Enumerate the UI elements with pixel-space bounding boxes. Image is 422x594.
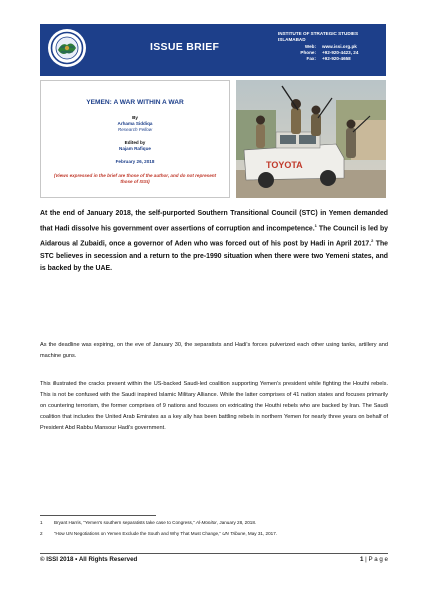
issue-brief-title: ISSUE BRIEF bbox=[150, 41, 220, 53]
footnote-date: , May 31, 2017. bbox=[245, 531, 278, 536]
contact-label: Fax: bbox=[306, 56, 316, 61]
body-paragraph-3: This illustrated the cracks present within the US-backed Saudi-led coalition supporting Yemen's president while fighting the Houthi rebels. This is not be confused with the Saudi inspired Islamic Military Alliance. While the latter comprises of 41 nation states and focuses primarily on countering terrorism, the former comprises of 9 nations and focuses on extricating the Houthi rebels who are backed by Iran. The Saudi coalition that includes the United Arab Emirates as a key ally has been battling rebels in northern Yemen for nearly three years on behalf of President Abd Rabbu Mansour Hadi's government. bbox=[40, 381, 388, 431]
page-number bbox=[360, 556, 388, 563]
footnote-text bbox=[54, 531, 388, 537]
brief-title: YEMEN: A WAR WITHIN A WAR bbox=[86, 99, 184, 106]
footnote-number: 2 bbox=[40, 531, 43, 536]
issi-logo bbox=[48, 29, 86, 67]
footnote-2 bbox=[40, 531, 388, 537]
contact-value[interactable]: www.issi.org.pk bbox=[322, 44, 357, 49]
brief-info-box bbox=[40, 80, 230, 198]
footnote-citation: “How UN Negotiations on Yemen Exclude the South and Why That Must Change,” bbox=[54, 531, 223, 536]
header-banner bbox=[40, 24, 386, 76]
truck-logo-text: TOYOTA bbox=[266, 160, 303, 170]
contact-value: +92-920-4658 bbox=[322, 56, 351, 61]
edited-by-label: Edited by bbox=[124, 140, 146, 145]
footnote-divider bbox=[40, 515, 156, 516]
footnote-citation: Bryant Harris, “Yemen's southern separatists take case to Congress,” bbox=[54, 520, 196, 525]
footnote-text bbox=[54, 520, 388, 526]
lead-text-a: At the end of January 2018, the self-purported Southern Transitional Council (STC) in Yemen demanded that Hadi dissolve his government over assertions of corruption and incompetence. bbox=[40, 210, 388, 233]
lead-text-b: The Council is led by Aidarous al Zubaidi, once a governor of Aden who was forced out of his post by Hadi in April 2017. bbox=[40, 225, 388, 248]
editor-name: Najam Rafique bbox=[119, 146, 151, 151]
lead-text-c: The STC believes in secession and a return to the pre-1990 situation when there were two Yemeni states, and is backed by the UAE. bbox=[40, 240, 389, 272]
contact-value: +92-920-4423, 24 bbox=[322, 50, 359, 55]
footnote-source: Al-Monitor bbox=[195, 520, 217, 525]
brief-date: February 26, 2018 bbox=[115, 159, 155, 164]
by-label: By bbox=[132, 115, 138, 120]
footnote-source: UN Tribune bbox=[222, 531, 246, 536]
footer-divider bbox=[40, 553, 388, 554]
contact-label: Phone: bbox=[300, 50, 316, 55]
institute-contacts bbox=[278, 31, 382, 62]
footnote-ref-1[interactable]: 1 bbox=[314, 223, 317, 229]
contact-label: Web: bbox=[304, 44, 316, 49]
footnote-date: , January 28, 2018. bbox=[216, 520, 257, 525]
author-name: Arhama Siddiqa bbox=[117, 121, 153, 126]
footnote-1 bbox=[40, 520, 388, 526]
page-label: | P a g e bbox=[363, 556, 388, 563]
lead-paragraph bbox=[40, 208, 388, 275]
institute-name: INSTITUTE OF STRATEGIC STUDIES ISLAMABAD bbox=[278, 31, 359, 42]
page-number-value: 1 bbox=[360, 556, 364, 563]
copyright-notice: © ISSI 2018 • All Rights Reserved bbox=[40, 556, 138, 563]
disclaimer-text: (Views expressed in the brief are those of the author, and do not represent those of ISSI) bbox=[53, 173, 217, 184]
body-paragraph-2: As the deadline was expiring, on the eve of January 30, the separatists and Hadi's forces pulverized each other using tanks, artillery and machine guns. bbox=[40, 342, 388, 359]
author-role: Research Fellow bbox=[117, 127, 153, 132]
footnote-number: 1 bbox=[40, 520, 43, 525]
cover-photo bbox=[236, 80, 386, 198]
contact-fax bbox=[278, 56, 382, 62]
footnote-ref-2[interactable]: 2 bbox=[371, 238, 374, 244]
